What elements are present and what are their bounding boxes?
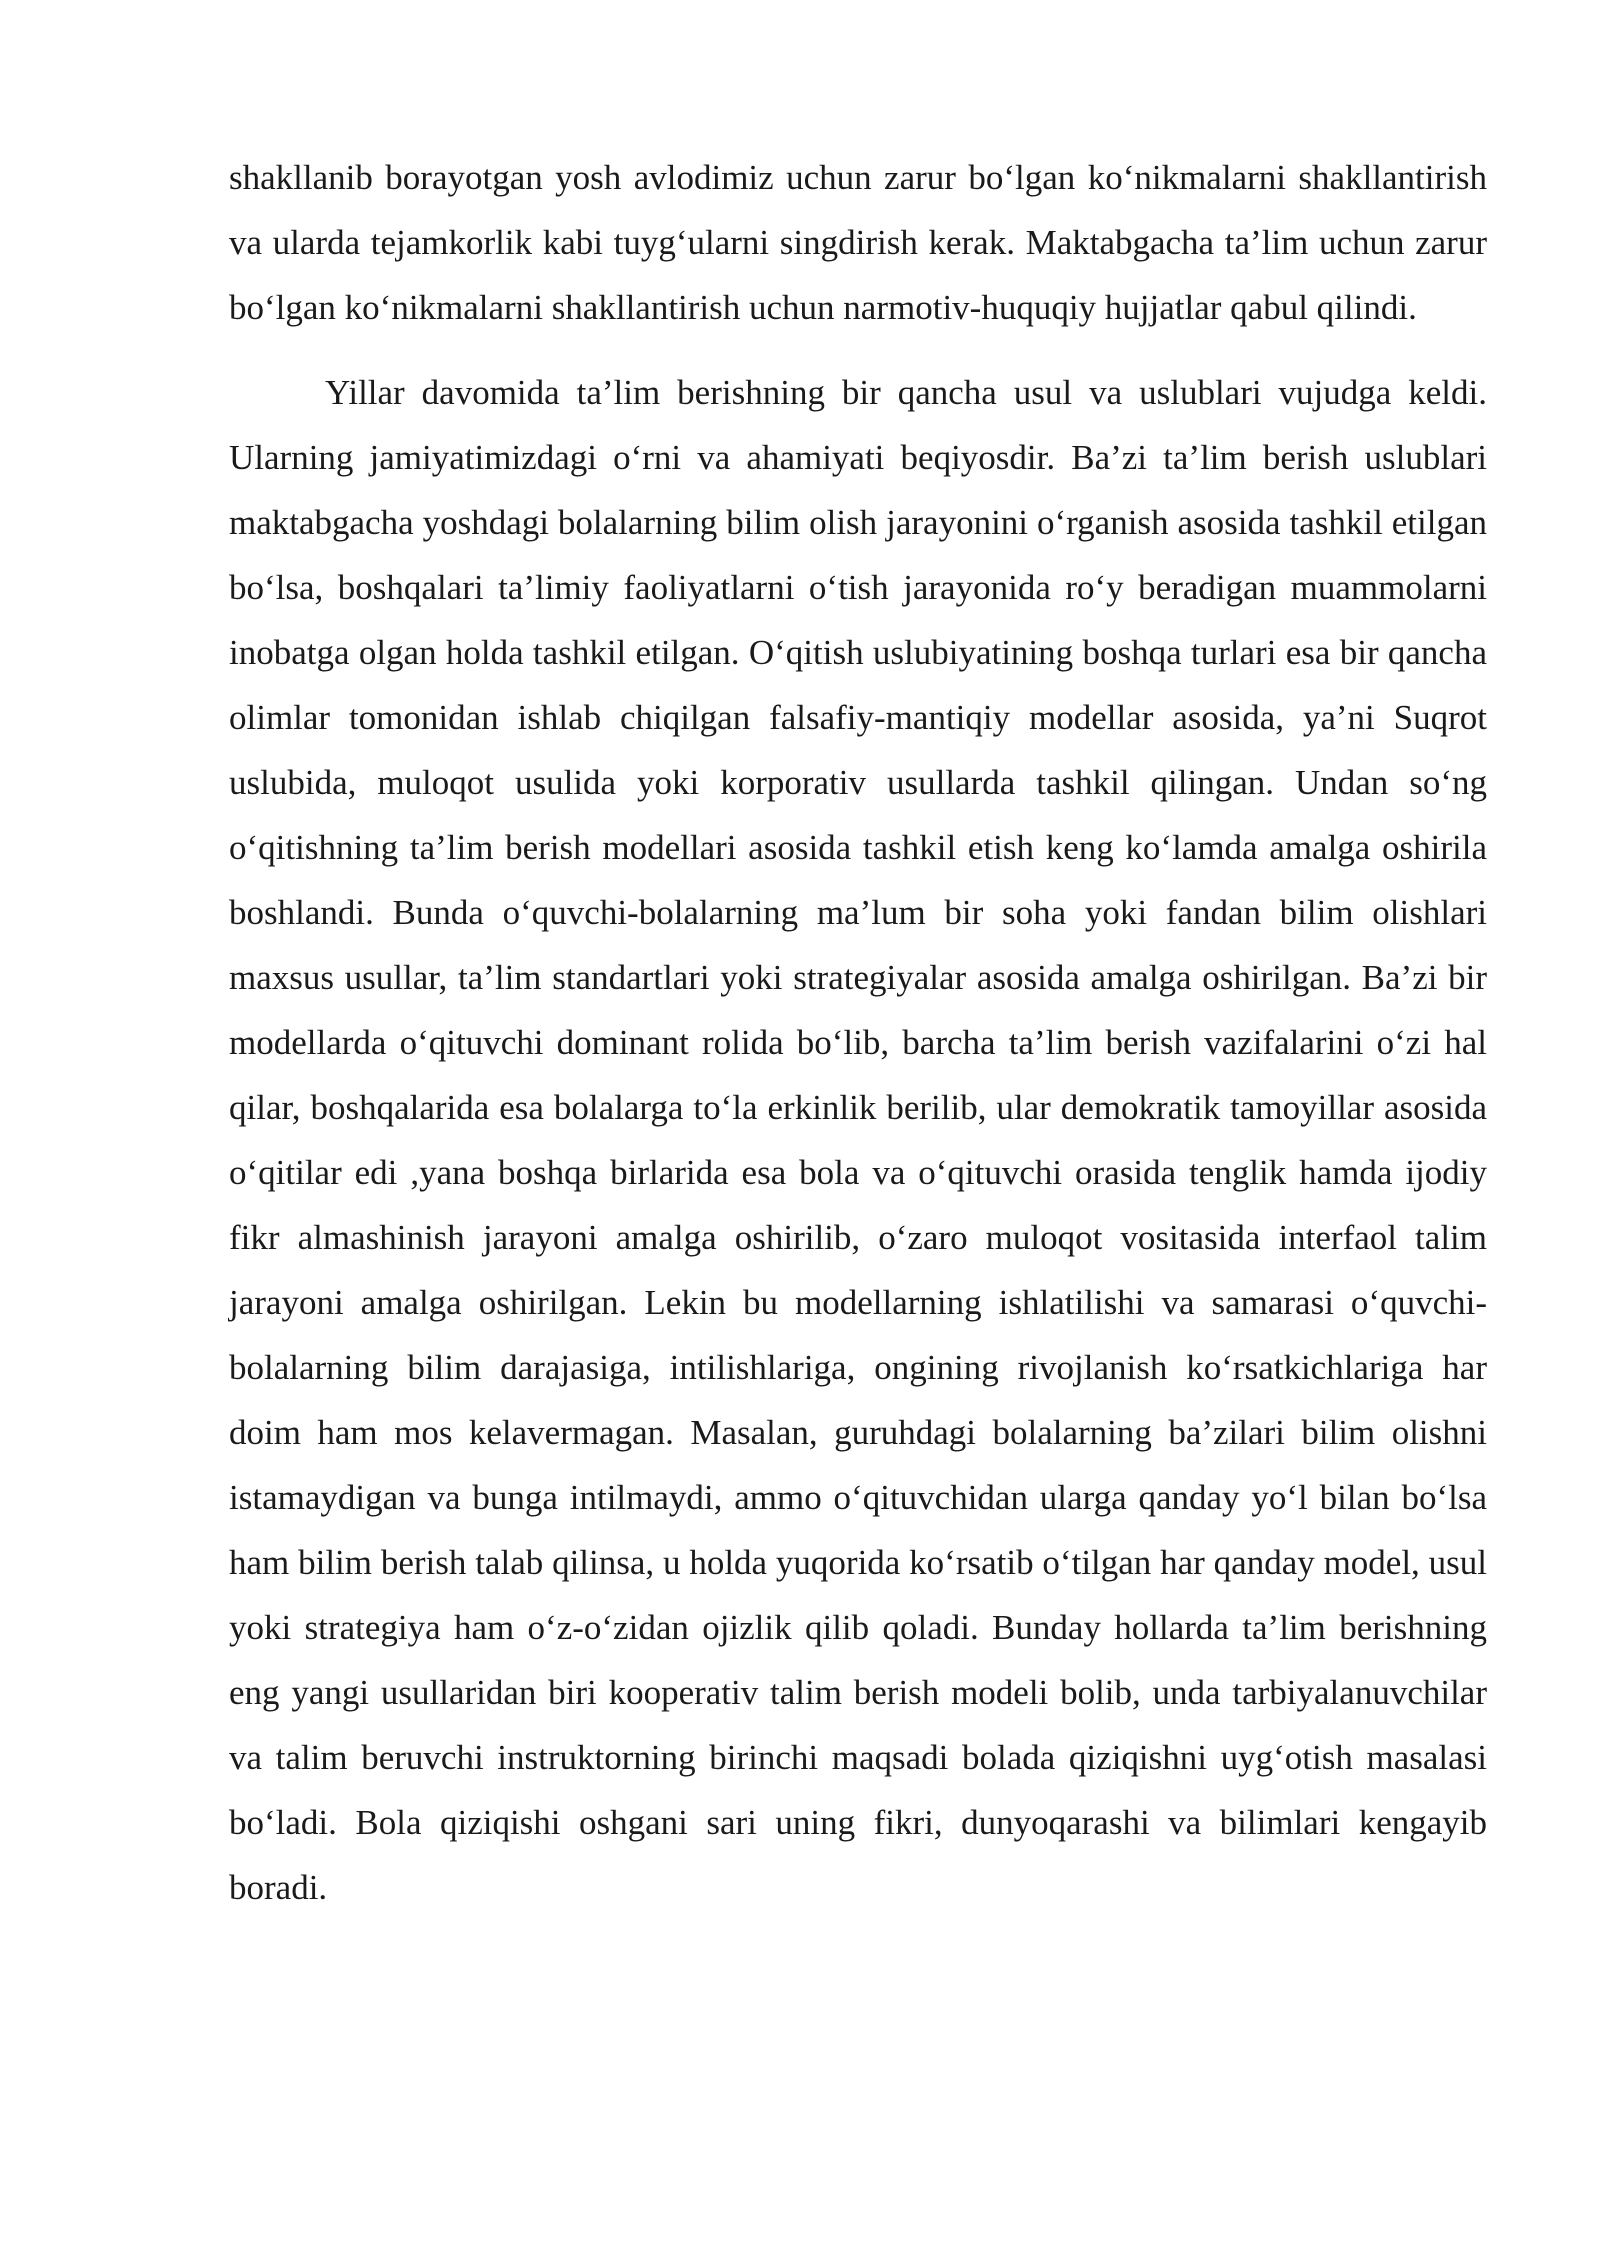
paragraph-main: Yillar davomida ta’lim berishning bir qancha usul va uslublari vujudga keldi. Ularning jamiyatimizdagi o‘rni va ahamiyati beqiyosdir. Ba’zi ta’lim berish uslublari maktabgacha yoshdagi bolalarning bilim olish jarayonini o‘rganish asosida tashkil etilgan bo‘lsa, boshqalari ta’limiy faoliyatlarni o‘tish jarayonida ro‘y beradigan muammolarni inobatga olgan holda tashkil etilgan. O‘qitish uslubiyatining boshqa turlari esa bir qancha olimlar tomonidan ishlab chiqilgan falsafiy-mantiqiy modellar asosida, ya’ni Suqrot uslubida, muloqot usulida yoki korporativ usullarda tashkil qilingan. Undan so‘ng o‘qitishning ta’lim berish modellari asosida tashkil etish keng ko‘lamda amalga oshirila boshlandi. Bunda o‘quvchi-bolalarning ma’lum bir soha yoki fandan bilim olishlari maxsus usullar, ta’lim standartlari yoki strategiyalar asosida amalga oshirilgan. Ba’zi bir modellarda o‘qituvchi dominant rolida bo‘lib, barcha ta’lim berish vazifalarini o‘zi hal qilar, boshqalarida esa bolalarga to‘la erkinlik berilib, ular demokratik tamoyillar asosida o‘qitilar edi ,yana boshqa birlarida esa bola va o‘qituvchi orasida tenglik hamda ijodiy fikr almashinish jarayoni amalga oshirilib, o‘zaro muloqot vositasida interfaol talim jarayoni amalga oshirilgan. Lekin bu modellarning ishlatilishi va samarasi o‘quvchi-bolalarning bilim darajasiga, intilishlariga, ongining rivojlanish ko‘rsatkichlariga har doim ham mos kelavermagan. Masalan, guruhdagi bolalarning ba’zilari bilim olishni istamaydigan va bunga intilmaydi, ammo o‘qituvchidan ularga qanday yo‘l bilan bo‘lsa ham bilim berish talab qilinsa, u holda yuqorida ko‘rsatib o‘tilgan har qanday model, usul yoki strategiya ham o‘z-o‘zidan ojizlik qilib qoladi. Bunday hollarda ta’lim berishning eng yangi usullaridan biri kooperativ talim berish modeli bolib, unda tarbiyalanuvchilar va talim beruvchi instruktorning birinchi maqsadi bolada qiziqishni uyg‘otish masalasi bo‘ladi. Bola qiziqishi oshgani sari uning fikri, dunyoqarashi va bilimlari kengayib boradi. (229, 373, 1487, 1907)
paragraph-continuation: shakllanib borayotgan yosh avlodimiz uchun zarur bo‘lgan ko‘nikmalarni shakllantirish va ularda tejamkorlik kabi tuyg‘ularni singdirish kerak. Maktabgacha ta’lim uchun zarur bo‘lgan ko‘nikmalarni shakllantirish uchun narmotiv-huquqiy hujjatlar qabul qilindi. (229, 158, 1487, 327)
document-body (229, 145, 1487, 1920)
